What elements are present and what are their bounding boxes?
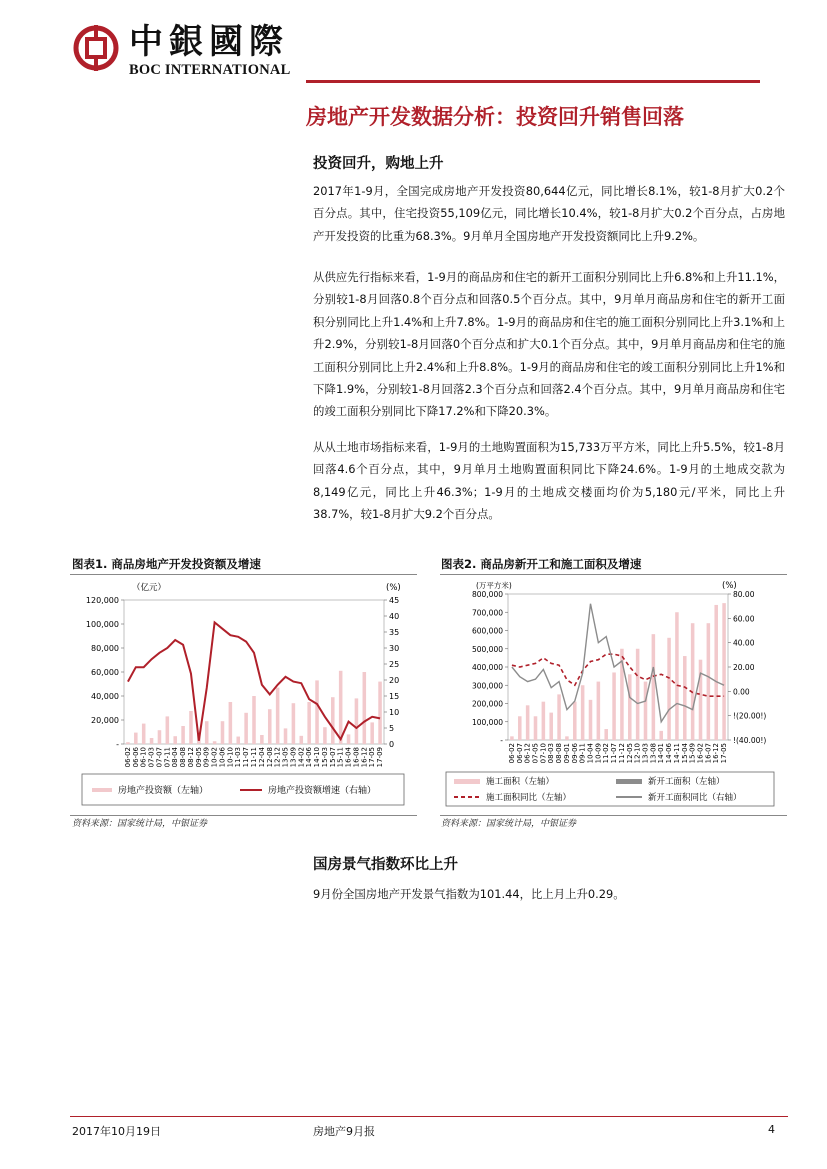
c2-x-tick-label: 14-06 xyxy=(665,743,674,764)
c1-left-tick-label: 20,000 xyxy=(91,716,119,725)
c1-bar xyxy=(370,722,374,744)
c1-x-tick-label: 13-05 xyxy=(281,747,290,768)
c2-bar xyxy=(636,649,640,740)
c2-bar xyxy=(644,682,648,740)
c1-bar xyxy=(355,698,359,744)
chart2-legend-3: 新开工面积同比（右轴） xyxy=(648,793,742,803)
c1-left-tick-label: 120,000 xyxy=(85,596,119,605)
chart1-legend-bar-swatch xyxy=(92,788,112,792)
c1-left-tick-label: - xyxy=(116,740,119,749)
c2-x-tick-label: 16-07 xyxy=(704,743,713,764)
c1-x-tick-label: 10-06 xyxy=(218,747,227,768)
c2-right-tick-label: 0.00 xyxy=(733,687,750,697)
logo-chinese-name: 中銀國際 xyxy=(129,22,289,62)
c1-bar xyxy=(331,697,335,744)
c1-bar xyxy=(126,742,130,744)
c2-right-tick-label: !(40.00!) xyxy=(733,736,767,745)
c1-x-tick-label: 16-08 xyxy=(352,747,361,768)
c2-bar xyxy=(722,603,726,740)
c2-bar xyxy=(557,694,561,740)
c2-x-tick-label: 17-05 xyxy=(720,743,729,764)
c2-bar xyxy=(683,656,687,740)
c1-x-tick-label: 11-07 xyxy=(242,747,251,768)
c1-bar xyxy=(173,736,177,744)
c1-x-tick-label: 11-03 xyxy=(234,747,243,768)
c2-left-tick-label: 400,000 xyxy=(471,663,503,672)
paragraph-land: 从从土地市场指标来看，1-9月的土地购置面积为15,733万平方米，同比上升5.5%，较1-8月回落4.6个百分点，其中，9月单月土地购置面积同比下降24.6%。1-9月的土地成交款为8,149亿元，同比上升46.3%；1-9月的土地成交楼面均价为5,180元/平米，同比上升38.7%，较1-8月扩大9.2个百分点。 xyxy=(313,440,785,522)
c1-bar xyxy=(307,702,311,744)
c1-x-tick-label: 06-06 xyxy=(131,747,140,768)
c1-x-tick-label: 09-09 xyxy=(202,747,211,768)
chart1-legend-line: 房地产投资额增速（右轴） xyxy=(268,786,377,796)
c2-bar xyxy=(518,716,522,740)
c2-x-tick-label: 15-09 xyxy=(688,743,697,764)
c1-bar xyxy=(236,737,240,744)
c1-x-tick-label: 16-12 xyxy=(360,747,369,768)
c2-x-tick-label: 09-01 xyxy=(562,743,571,764)
figure2-top-rule xyxy=(440,574,787,575)
c2-bar xyxy=(714,605,718,740)
paragraph-climate-index: 9月份全国房地产开发景气指数为101.44，比上月上升0.29。 xyxy=(313,887,625,901)
c1-bar xyxy=(339,671,343,744)
c1-x-tick-label: 10-10 xyxy=(226,747,235,768)
c1-x-tick-label: 17-05 xyxy=(368,747,377,768)
c2-bar xyxy=(589,700,593,740)
c1-x-tick-label: 06-10 xyxy=(139,747,148,768)
chart2-left-unit: (万平方米) xyxy=(476,581,512,590)
c1-x-tick-label: 06-02 xyxy=(123,747,132,768)
c1-x-tick-label: 15-03 xyxy=(320,747,329,768)
c2-bar xyxy=(526,705,530,740)
c2-right-tick-label: 80.00 xyxy=(733,590,755,599)
c2-bar xyxy=(612,672,616,740)
c1-x-tick-label: 14-06 xyxy=(305,747,314,768)
c1-bar xyxy=(134,733,138,744)
c1-x-tick-label: 12-08 xyxy=(265,747,274,768)
c2-x-tick-label: 11-12 xyxy=(617,743,626,764)
c2-x-tick-label: 15-04 xyxy=(680,743,689,764)
header-rule xyxy=(306,80,760,83)
c1-left-tick-label: 100,000 xyxy=(85,620,119,629)
paragraph-investment: 2017年1-9月，全国完成房地产开发投资80,644亿元，同比增长8.1%，较1-8月扩大0.2个百分点。其中，住宅投资55,109亿元，同比增长10.4%，较1-8月扩大0.2个百分点，占房地产开发投资的比重为68.3%。9月单月全国房地产开发投资额同比上升9.2%。 xyxy=(313,184,785,243)
c1-bar xyxy=(260,735,264,744)
c2-x-tick-label: 07-05 xyxy=(531,743,540,764)
c2-bar xyxy=(691,623,695,740)
footer-rule xyxy=(70,1116,788,1117)
c1-right-tick-label: 20 xyxy=(389,676,400,685)
c2-bar xyxy=(707,623,711,740)
logo-english-name: BOC INTERNATIONAL xyxy=(129,62,291,78)
c1-x-tick-label: 14-10 xyxy=(313,747,322,768)
c2-bar xyxy=(542,702,546,740)
chart2-legend-swatch-bar xyxy=(454,779,480,784)
c2-x-tick-label: 08-08 xyxy=(555,743,564,764)
c2-bar xyxy=(604,729,608,740)
c1-right-tick-label: 0 xyxy=(389,740,395,749)
c2-bar xyxy=(565,736,569,740)
c1-right-tick-label: 45 xyxy=(389,596,400,605)
c2-left-tick-label: - xyxy=(500,736,503,745)
paragraph-supply: 从供应先行指标来看，1-9月的商品房和住宅的新开工面积分别同比上升6.8%和上升11.1%，分别较1-8月回落0.8个百分点和回落0.5个百分点。其中，9月单月商品房和住宅的新开工面积分别同比上升1.4%和上升7.8%。1-9月的商品房和住宅的施工面积分别同比上升3.1%和上升2.9%，分别较1-8月回落0个百分点和扩大0.1个百分点。其中，9月单月商品房和住宅的施工面积分别同比上升2.4%和上升8.8%。1-9月的商品房和住宅的竣工面积分别同比上升1%和下降1.9%，分别较1-8月回落2.3个百分点和回落2.4个百分点。其中，9月单月商品房和住宅的竣工面积分别同比下降17.2%和下降20.3%。 xyxy=(313,270,785,419)
c1-bar xyxy=(244,713,248,744)
figure1-source: 资料来源：国家统计局，中银证券 xyxy=(72,819,208,829)
figure2-source: 资料来源：国家统计局，中银证券 xyxy=(441,819,577,829)
c2-bar xyxy=(659,731,663,740)
c1-left-tick-label: 80,000 xyxy=(91,644,119,653)
c2-x-tick-label: 10-04 xyxy=(586,743,595,764)
c2-left-tick-label: 600,000 xyxy=(471,626,503,636)
c1-bar xyxy=(276,688,280,744)
chart1-left-unit: （亿元） xyxy=(132,583,167,593)
c2-left-tick-label: 800,000 xyxy=(471,590,503,599)
c2-right-tick-label: !(20.00!) xyxy=(733,711,767,721)
c1-x-tick-label: 12-04 xyxy=(257,747,266,768)
footer-report-name: 房地产9月报 xyxy=(313,1125,375,1138)
c1-x-tick-label: 08-12 xyxy=(186,747,195,768)
c2-x-tick-label: 08-03 xyxy=(547,743,556,764)
section-title-climate-index: 国房景气指数环比上升 xyxy=(313,857,458,873)
c2-right-tick-label: 40.00 xyxy=(733,638,755,648)
c1-right-tick-label: 40 xyxy=(389,612,400,621)
c1-x-tick-label: 17-09 xyxy=(376,747,385,768)
c1-bar xyxy=(229,702,233,744)
report-title: 房地产开发数据分析：投资回升销售回落 xyxy=(306,105,684,129)
c2-bar xyxy=(534,716,538,740)
c2-x-tick-label: 13-03 xyxy=(641,743,650,764)
chart2-legend-1: 新开工面积（左轴） xyxy=(648,777,725,787)
figure2-bottom-rule xyxy=(440,815,787,816)
c1-x-tick-label: 15-11 xyxy=(336,747,345,768)
figure2-chart xyxy=(440,576,787,814)
c2-left-tick-label: 100,000 xyxy=(471,717,503,727)
c2-bar xyxy=(652,634,656,740)
footer-date: 2017年10月19日 xyxy=(72,1125,161,1138)
c1-bar xyxy=(181,726,185,744)
c1-x-tick-label: 09-05 xyxy=(194,747,203,768)
c2-plot-frame xyxy=(508,594,728,740)
c2-left-tick-label: 200,000 xyxy=(471,699,503,709)
c2-x-tick-label: 11-07 xyxy=(610,743,619,764)
c2-bar xyxy=(675,612,679,740)
c2-x-tick-label: 13-08 xyxy=(649,743,658,764)
c1-x-tick-label: 10-02 xyxy=(210,747,219,768)
c1-bar xyxy=(315,680,319,744)
c2-left-tick-label: 300,000 xyxy=(471,681,503,691)
c2-x-tick-label: 07-10 xyxy=(539,743,548,764)
c1-x-tick-label: 13-09 xyxy=(289,747,298,768)
c1-bar xyxy=(205,721,209,744)
chart2-right-unit: (%) xyxy=(722,581,737,591)
c1-right-tick-label: 30 xyxy=(389,644,400,653)
c1-bar xyxy=(189,711,193,744)
c1-bar xyxy=(292,703,296,744)
c2-bar xyxy=(667,638,671,740)
c1-bar xyxy=(347,734,351,744)
c1-x-tick-label: 11-11 xyxy=(250,747,258,768)
c1-bar xyxy=(378,682,382,744)
c2-x-tick-label: 06-12 xyxy=(523,743,532,764)
c2-bar xyxy=(581,685,585,740)
c1-bar xyxy=(252,696,256,744)
c1-bar xyxy=(323,727,327,744)
c2-bar xyxy=(549,713,553,740)
c2-x-tick-label: 10-09 xyxy=(594,743,603,764)
c2-x-tick-label: 16-12 xyxy=(712,743,721,764)
c1-x-tick-label: 12-12 xyxy=(273,747,282,768)
c1-x-tick-label: 08-04 xyxy=(171,747,180,768)
c1-bar xyxy=(363,672,367,744)
c2-right-tick-label: 60.00 xyxy=(733,614,755,624)
c1-left-tick-label: 60,000 xyxy=(91,668,119,677)
chart1-legend-bar: 房地产投资额（左轴） xyxy=(118,786,209,796)
c2-x-tick-label: 06-07 xyxy=(515,743,524,764)
chart1-right-unit: (%) xyxy=(386,583,401,593)
chart2-legend-2: 施工面积同比（左轴） xyxy=(486,793,572,803)
c2-x-tick-label: 11-02 xyxy=(602,743,611,764)
c2-x-tick-label: 06-02 xyxy=(507,743,516,764)
c2-x-tick-label: 12-10 xyxy=(633,743,642,764)
c2-x-tick-label: 14-11 xyxy=(672,743,681,764)
c1-right-tick-label: 25 xyxy=(389,660,400,669)
c1-bar xyxy=(284,728,288,744)
c1-bar xyxy=(158,730,162,744)
page-number: 4 xyxy=(768,1123,775,1136)
c2-bar xyxy=(699,660,703,740)
c1-x-tick-label: 07-03 xyxy=(147,747,156,768)
figure1-chart xyxy=(70,576,417,814)
c1-bar xyxy=(142,724,146,744)
c2-x-tick-label: 09-06 xyxy=(570,743,579,764)
c1-bar xyxy=(150,738,154,744)
figure1-bottom-rule xyxy=(70,815,417,816)
section-title-investment: 投资回升，购地上升 xyxy=(313,156,444,172)
figure2-title: 图表2. 商品房新开工和施工面积及增速 xyxy=(441,557,642,571)
c1-bar xyxy=(268,709,272,744)
c1-bar xyxy=(213,741,217,744)
c1-bar xyxy=(166,716,170,744)
c1-x-tick-label: 15-07 xyxy=(328,747,337,768)
boc-logo-icon xyxy=(73,25,119,71)
c1-bar xyxy=(300,736,304,744)
c1-x-tick-label: 07-11 xyxy=(163,747,172,768)
c2-x-tick-label: 09-11 xyxy=(578,743,587,764)
c2-right-tick-label: 20.00 xyxy=(733,663,755,672)
c1-x-tick-label: 08-08 xyxy=(179,747,188,768)
c2-bar xyxy=(597,682,601,740)
c1-right-tick-label: 10 xyxy=(389,708,400,717)
figure1-top-rule xyxy=(70,574,417,575)
c1-x-tick-label: 16-04 xyxy=(344,747,353,768)
c2-x-tick-label: 16-02 xyxy=(696,743,705,764)
c2-left-tick-label: 500,000 xyxy=(471,644,503,654)
c1-x-tick-label: 14-02 xyxy=(297,747,306,768)
c1-right-tick-label: 15 xyxy=(389,692,400,701)
figure1-title: 图表1. 商品房地产开发投资额及增速 xyxy=(72,557,261,571)
c2-bar xyxy=(573,702,577,740)
c2-x-tick-label: 14-01 xyxy=(657,743,666,764)
c1-bar xyxy=(221,721,225,744)
chart2-legend-swatch-gray-bar xyxy=(616,779,642,784)
c2-bar xyxy=(510,736,514,740)
c1-right-tick-label: 5 xyxy=(389,724,395,733)
c1-left-tick-label: 40,000 xyxy=(91,692,119,701)
c1-x-tick-label: 07-07 xyxy=(155,747,164,768)
c1-right-tick-label: 35 xyxy=(389,628,400,637)
chart2-legend-0: 施工面积（左轴） xyxy=(486,777,555,787)
c2-bar xyxy=(628,674,632,740)
c2-left-tick-label: 700,000 xyxy=(471,608,503,618)
c2-x-tick-label: 12-05 xyxy=(625,743,634,764)
